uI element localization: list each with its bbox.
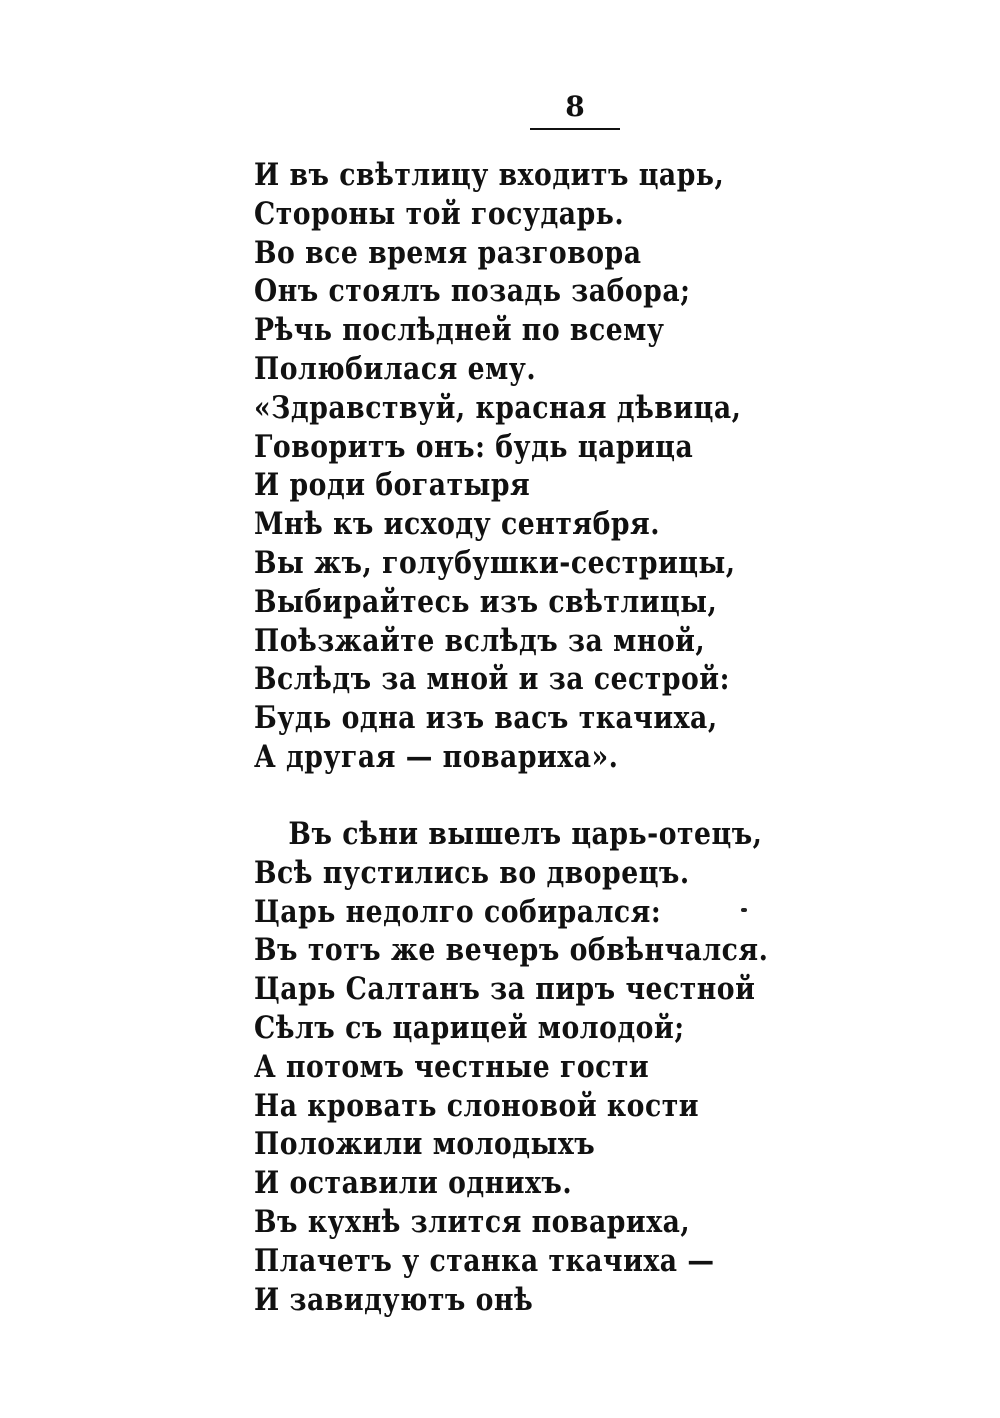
verse-line: Говоритъ онъ: будь царица (254, 428, 694, 465)
verse-line: Плачетъ у станка ткачиха — (254, 1242, 715, 1279)
page-number: 8 (565, 90, 585, 123)
verse-line: Въ кухнѣ злится повариха, (254, 1203, 691, 1240)
verse-line: А потомъ честные гости (254, 1048, 650, 1085)
verse-line: И въ свѣтлицу входитъ царь, (254, 157, 725, 193)
stanza-1 (254, 156, 774, 777)
verse-line: Выбирайтесь изъ свѣтлицы, (254, 583, 718, 620)
verse-line: Во все время разговора (254, 234, 642, 271)
verse-line: И оставили однихъ. (254, 1165, 573, 1202)
verse-line: Вслѣдъ за мной и за сестрой: (254, 661, 730, 698)
stanza-2 (254, 815, 774, 1319)
verse-line: «Здравствуй, красная дѣвица, (254, 389, 742, 426)
ink-speck (741, 908, 747, 912)
verse-line: Сѣлъ съ царицей молодой; (254, 1009, 685, 1046)
verse-line: Царь Салтанъ за пиръ честной (254, 971, 756, 1008)
verse-line: Царь недолго собирался: (254, 893, 662, 930)
verse-line: Онъ стоялъ позадь забора; (254, 273, 691, 310)
verse-line: Вы жъ, голубушки-сестрицы, (254, 544, 736, 581)
verse-line: Положили молодыхъ (254, 1126, 596, 1163)
verse-line: Всѣ пустились во дворецъ. (254, 854, 690, 891)
verse-line: И завидуютъ онѣ (254, 1281, 534, 1318)
verse-line: На кровать слоновой кости (254, 1087, 700, 1124)
verse-line: Полюбилася ему. (254, 350, 537, 387)
verse-line: Въ сѣни вышелъ царь-отецъ, (288, 816, 763, 852)
verse-line: Стороны той государь. (254, 195, 625, 232)
verse-line: Рѣчь послѣдней по всему (254, 312, 665, 349)
verse-line: А другая — повариха». (254, 738, 619, 775)
verse-line: И роди богатыря (254, 467, 531, 504)
verse-line: Будь одна изъ васъ ткачиха, (254, 700, 718, 737)
verse-line: Мнѣ къ исходу сентября. (254, 506, 661, 543)
verse-line: Въ тотъ же вечеръ обвѣнчался. (254, 932, 769, 969)
page-number-rule (530, 128, 620, 130)
verse-line: Поѣзжайте вслѣдъ за мной, (254, 622, 706, 659)
